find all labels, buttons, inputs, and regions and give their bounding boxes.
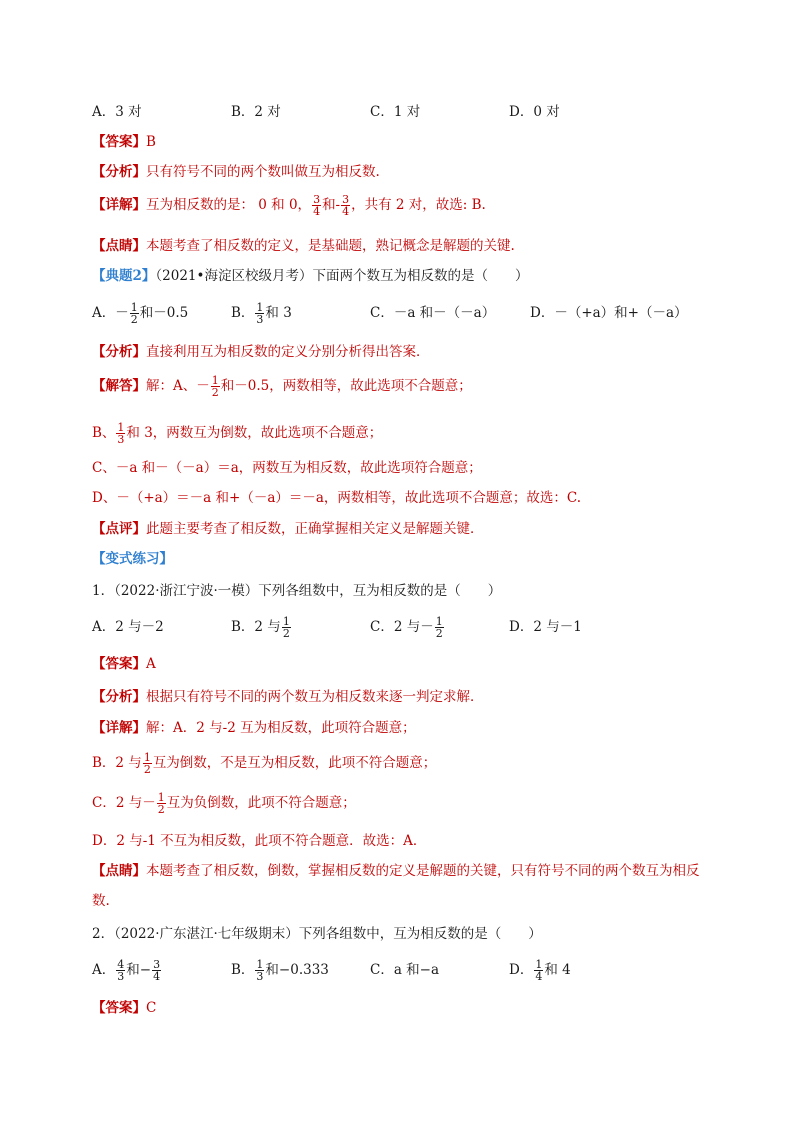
fraction [157, 792, 166, 815]
numerator: 1 [143, 751, 151, 764]
option-part: C．2 与－ [370, 619, 434, 635]
numerator: 3 [153, 957, 161, 971]
fraction [211, 375, 220, 398]
detail-tag: 【详解】 [92, 197, 146, 213]
option-part: B． [231, 305, 255, 321]
detail-d-line: D．2 与-1 不互为相反数，此项不符合题意．故选：A． [92, 833, 427, 849]
option-part: 和−0.333 [265, 962, 329, 978]
option-c: C．－a 和－（－a） [370, 305, 496, 321]
numerator: 1 [256, 300, 264, 314]
denominator: 3 [256, 312, 264, 326]
q0-options [92, 102, 714, 122]
fraction [130, 302, 139, 325]
answer-line [92, 654, 714, 674]
detail-part: 互为倒数，不是互为相反数，此项不符合题意； [152, 755, 437, 771]
answer-value: C [146, 1000, 157, 1016]
solution-line [92, 373, 714, 399]
option-d [509, 957, 648, 983]
answer-line [92, 132, 714, 152]
option-a [92, 300, 231, 326]
fraction [116, 422, 125, 445]
denominator: 3 [117, 433, 125, 446]
denominator: 3 [256, 969, 264, 983]
denominator: 2 [130, 312, 138, 326]
fraction [152, 959, 161, 982]
example2-options [92, 300, 714, 326]
answer-tag: 【答案】 [92, 656, 146, 672]
solution-part: 解：A、－ [146, 378, 210, 394]
numerator: 1 [211, 374, 219, 387]
detail-part: 互为负倒数，此项不符合题意； [166, 795, 356, 811]
numerator: 4 [117, 957, 125, 971]
analysis-tag: 【分析】 [92, 689, 146, 705]
comment-text: 本题考查了相反数的定义，是基础题，熟记概念是解题的关键. [146, 238, 515, 254]
analysis-line [92, 342, 714, 362]
detail-b-line [92, 750, 714, 776]
detail-text: 解：A．2 与-2 互为相反数，此项符合题意； [146, 720, 416, 736]
analysis-tag: 【分析】 [92, 344, 146, 360]
option-b [231, 300, 370, 326]
numerator: 1 [130, 300, 138, 314]
option-a [92, 957, 231, 983]
detail-part: ，共有 2 对，故选: B. [351, 197, 486, 213]
analysis-text: 直接利用互为相反数的定义分别分析得出答案． [146, 344, 430, 360]
denominator: 3 [117, 969, 125, 983]
review-text: 此题主要考查了相反数，正确掌握相关定义是解题关键． [146, 521, 484, 537]
numerator: 1 [535, 957, 543, 971]
comment-tag: 【点睛】 [92, 238, 146, 254]
denominator: 2 [211, 386, 219, 399]
answer-line [92, 998, 714, 1018]
example-tag: 【典题2】 [92, 268, 156, 284]
fraction [255, 302, 264, 325]
solution-part: 和 3，两数互为倒数，故此选项不合题意； [126, 425, 383, 441]
solution-b-line [92, 420, 714, 446]
option-d: D．0 对 [509, 104, 560, 120]
detail-part: C．2 与－ [92, 795, 156, 811]
solution-d-line: D、－（+a）＝－a 和+（－a）＝－a，两数相等，故此选项不合题意；故选：C. [92, 490, 582, 506]
review-tag: 【点评】 [92, 521, 146, 537]
detail-c-line [92, 790, 714, 816]
fraction [143, 752, 152, 775]
solution-tag: 【解答】 [92, 378, 146, 394]
denominator: 4 [535, 969, 543, 983]
numerator: 1 [435, 614, 443, 628]
option-b: B．2 对 [231, 104, 281, 120]
comment-line [92, 856, 714, 916]
fraction [312, 194, 321, 217]
q1-text: 1．（2022·浙江宁波·一模）下列各组数中，互为相反数的是（ ） [92, 583, 502, 599]
denominator: 2 [435, 626, 443, 640]
fraction [116, 959, 125, 982]
numerator: 1 [282, 614, 290, 628]
denominator: 4 [313, 205, 321, 218]
option-part: 和－0.5 [139, 305, 189, 321]
example2-heading [92, 266, 714, 286]
fraction [282, 616, 291, 639]
analysis-line [92, 687, 714, 707]
detail-text [146, 193, 486, 218]
fraction [435, 616, 444, 639]
option-part: 和 3 [265, 305, 292, 321]
numerator: 3 [313, 193, 321, 206]
q1-options [92, 614, 714, 640]
fraction [341, 194, 350, 217]
numerator: 1 [117, 421, 125, 434]
detail-tag: 【详解】 [92, 720, 146, 736]
option-c: C．1 对 [370, 104, 421, 120]
comment-text: 本题考查了相反数，倒数，掌握相反数的定义是解题的关键，只有符号不同的两个数互为相反数. [92, 863, 700, 909]
fraction [255, 959, 264, 982]
practice-tag: 【变式练习】 [92, 551, 173, 567]
numerator: 3 [342, 193, 350, 206]
q2-text: 2．（2022·广东湛江·七年级期末）下列各组数中，互为相反数的是（ ） [92, 926, 542, 942]
fraction [534, 959, 543, 982]
detail-part: 互为相反数的是： 0 和 0， [146, 197, 312, 213]
analysis-text: 根据只有符号不同的两个数互为相反数来逐一判定求解． [146, 689, 484, 705]
denominator: 2 [282, 626, 290, 640]
option-c [370, 614, 509, 640]
q2-options [92, 957, 714, 983]
detail-part: B．2 与 [92, 755, 142, 771]
analysis-line [92, 162, 714, 182]
option-a: A．2 与－2 [92, 619, 164, 635]
comment-tag: 【点睛】 [92, 863, 146, 879]
denominator: 2 [157, 803, 165, 816]
option-b [231, 957, 370, 983]
answer-value: A [146, 656, 156, 672]
analysis-text: 只有符号不同的两个数叫做互为相反数. [146, 164, 380, 180]
option-part: 和 4 [544, 962, 571, 978]
denominator: 4 [342, 205, 350, 218]
numerator: 1 [256, 957, 264, 971]
option-b [231, 614, 370, 640]
option-part: A． [92, 962, 116, 978]
practice-heading [92, 549, 714, 569]
comment-line [92, 236, 714, 256]
denominator: 2 [143, 763, 151, 776]
solution-part: 和－0.5，两数相等，故此选项不合题意； [220, 378, 472, 394]
solution-text [146, 374, 472, 399]
solution-c-line: C、－a 和－（－a）＝a，两数互为相反数，故此选项符合题意； [92, 460, 482, 476]
option-c: C．a 和−a [370, 962, 440, 978]
analysis-tag: 【分析】 [92, 164, 146, 180]
example-text: （2021•海淀区校级月考）下面两个数互为相反数的是（ ） [155, 268, 529, 284]
option-part: A．－ [92, 305, 129, 321]
option-part: D． [509, 962, 534, 978]
numerator: 1 [157, 791, 165, 804]
option-a: A．3 对 [92, 104, 142, 120]
answer-value: B [146, 134, 156, 150]
answer-tag: 【答案】 [92, 134, 146, 150]
option-part: 和− [126, 962, 152, 978]
solution-part: B、 [92, 425, 116, 441]
option-part: B． [231, 962, 255, 978]
detail-part: 和- [322, 197, 341, 213]
option-part: B．2 与 [231, 619, 281, 635]
detail-line [92, 718, 714, 738]
option-d: D．2 与－1 [509, 619, 582, 635]
denominator: 4 [153, 969, 161, 983]
option-d: D．－（+a）和+（－a） [530, 305, 688, 321]
review-line [92, 519, 714, 539]
answer-tag: 【答案】 [92, 1000, 146, 1016]
detail-line [92, 192, 714, 218]
